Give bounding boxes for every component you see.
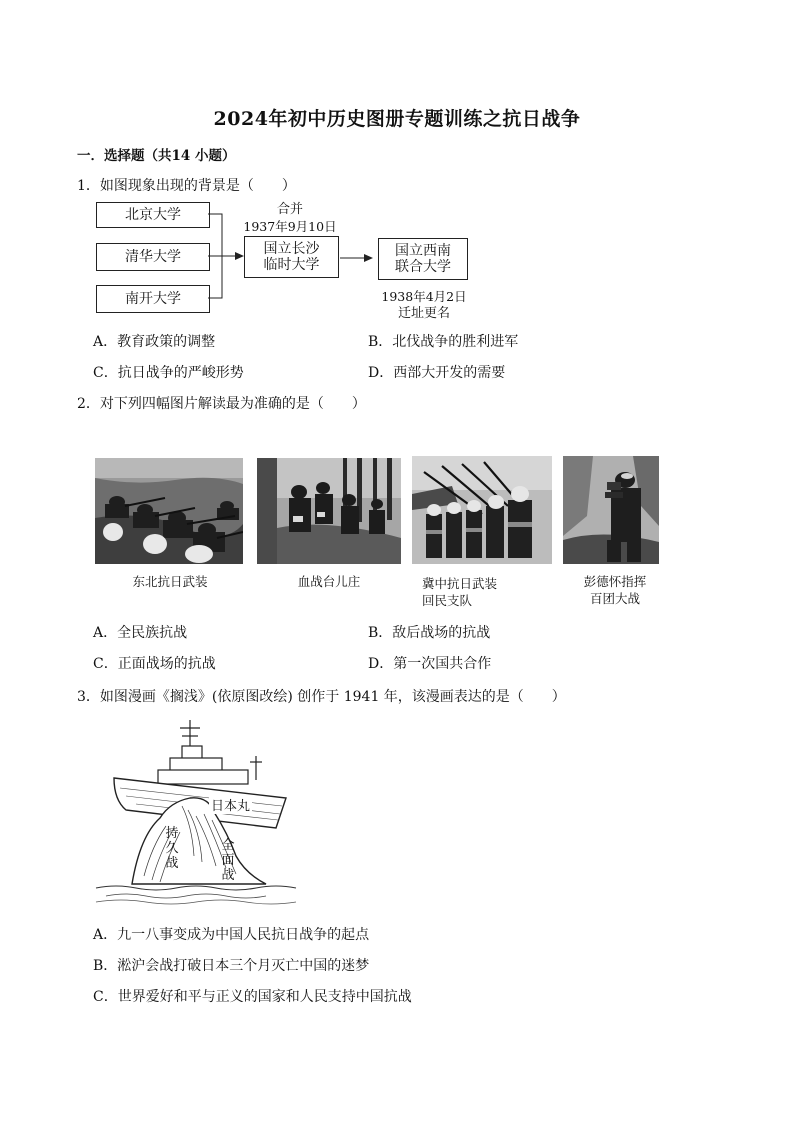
photo-caption-2: [264, 573, 394, 590]
final-univ-line2: 联合大学: [395, 259, 451, 275]
rename-date: 1938年4月2日: [381, 289, 467, 304]
q1-option-d[interactable]: D．西部大开发的需要: [368, 365, 506, 381]
rock-left-label: 持久战: [165, 826, 179, 871]
photo-caption-3: [422, 575, 542, 609]
ship-label: 日本丸: [209, 795, 252, 814]
merge-date: 1937年9月10日: [243, 219, 337, 234]
caption-line: 血战台儿庄: [297, 574, 361, 589]
q3-option-a[interactable]: A．九一八事变成为中国人民抗日战争的起点: [93, 927, 370, 943]
caption-line: 百团大战: [589, 591, 640, 606]
temp-university-box: [244, 236, 339, 278]
photo-caption-1: [105, 573, 235, 590]
final-univ-line1: 国立西南: [395, 243, 451, 259]
school-label: 北京大学: [125, 207, 181, 223]
question-1-stem: 1．如图现象出现的背景是（ ）: [77, 178, 296, 194]
school-label: 南开大学: [125, 291, 181, 307]
photo-taierzhuang: [257, 458, 401, 564]
q3-option-b[interactable]: B．淞沪会战打破日本三个月灭亡中国的迷梦: [93, 958, 370, 974]
q2-option-d[interactable]: D．第一次国共合作: [368, 656, 492, 672]
cartoon-stranded-ship: [96, 716, 296, 906]
photo-hui-detachment: [412, 456, 552, 564]
final-university-box: [378, 238, 468, 280]
temp-univ-line1: 国立长沙: [263, 241, 320, 257]
q3-option-c[interactable]: C．世界爱好和平与正义的国家和人民支持中国抗战: [93, 989, 412, 1005]
photo-peng-dehuai: [563, 456, 659, 564]
photo-northeast-resistance: [95, 458, 243, 564]
q1-option-c[interactable]: C．抗日战争的严峻形势: [93, 365, 244, 381]
q1-option-b[interactable]: B．北伐战争的胜利进军: [368, 334, 519, 350]
page-title: 2024年初中历史图册专题训练之抗日战争: [213, 108, 581, 130]
rock-right-label: 全面战: [221, 838, 235, 883]
q2-option-b[interactable]: B．敌后战场的抗战: [368, 625, 491, 641]
q2-option-a[interactable]: A．全民族抗战: [93, 625, 188, 641]
caption-line: 冀中抗日武装: [422, 576, 498, 591]
section-heading: 一．选择题（共14 小题）: [77, 148, 236, 164]
temp-univ-line2: 临时大学: [263, 257, 320, 273]
photo-caption-4: [565, 573, 665, 607]
q2-option-c[interactable]: C．正面战场的抗战: [93, 656, 216, 672]
school-label: 清华大学: [125, 249, 181, 265]
caption-line: 东北抗日武装: [132, 574, 208, 589]
caption-line: 彭德怀指挥: [583, 574, 647, 589]
question-3-stem: 3．如图漫画《搁浅》(依原图改绘) 创作于 1941 年，该漫画表达的是（ ）: [77, 689, 566, 705]
question-2-stem: 2．对下列四幅图片解读最为准确的是（ ）: [77, 396, 366, 412]
caption-line: 回民支队: [422, 593, 473, 608]
rename-label: 迁址更名: [397, 306, 450, 321]
q1-option-a[interactable]: A．教育政策的调整: [93, 334, 216, 350]
merge-label: 合并: [276, 202, 303, 217]
